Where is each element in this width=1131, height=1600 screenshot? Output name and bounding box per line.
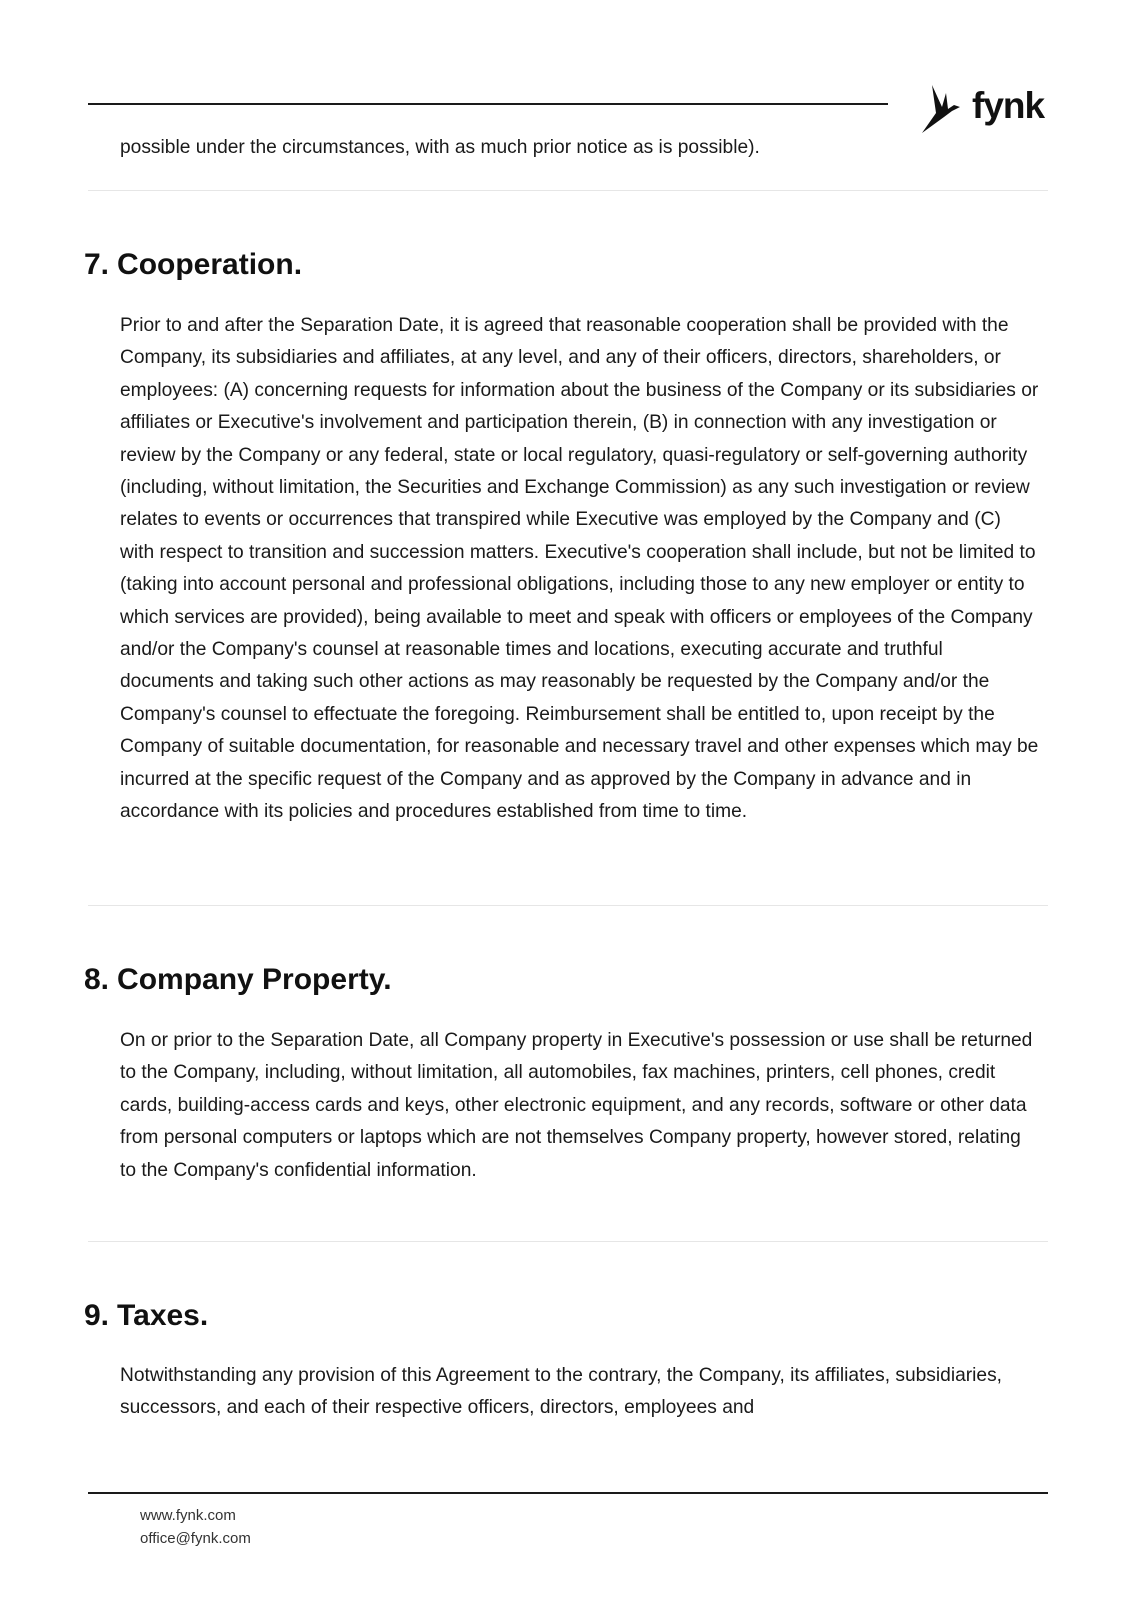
section-number: 9.	[84, 1299, 110, 1332]
fynk-bird-icon	[918, 81, 970, 135]
section-body-company-property: On or prior to the Separation Date, all Company property in Executive's possession or use shall be returned to the Company, including, without limitation, all automobiles, fax machines, printers, cell phones, credit cards, building-access cards and keys, other electronic equipment, and any records, software or other data from personal computers or laptops which are not themselves Company property, however stored, relating to the Company's confidential information.	[120, 1030, 1033, 1181]
section-title: Company Property.	[117, 963, 392, 996]
logo-wordmark: fynk	[972, 85, 1045, 126]
section-heading-company-property	[84, 963, 392, 997]
section-body-cooperation: Prior to and after the Separation Date, it is agreed that reasonable cooperation shall be provided with the Company, its subsidiaries and affiliates, at any level, and any of their officers, directors, shareholders, or employees: (A) concerning requests for information about the business of the Company or its subsidiaries or affiliates or Executive's involvement and participation therein, (B) in connection with any investigation or review by the Company or any federal, state or local regulatory, quasi-regulatory or self-governing authority (including, without limitation, the Securities and Exchange Commission) as any such investigation or review relates to events or occurrences that transpired while Executive was employed by the Company and (C) with respect to transition and succession matters. Executive's cooperation shall include, but not be limited to (taking into account personal and professional obligations, including those to any new employer or entity to which services are provided), being available to meet and speak with officers or employees of the Company and/or the Company's counsel at reasonable times and locations, executing accurate and truthful documents and taking such other actions as may reasonably be requested by the Company and/or the Company's counsel to effectuate the foregoing. Reimbursement shall be entitled to, upon receipt by the Company of suitable documentation, for reasonable and necessary travel and other expenses which may be incurred at the specific request of the Company and as approved by the Company in advance and in accordance with its policies and procedures established from time to time.	[120, 315, 1039, 823]
section-body-taxes: Notwithstanding any provision of this Agreement to the contrary, the Company, its affiliates, subsidiaries, successors, and each of their respective officers, directors, employees and	[120, 1365, 1003, 1419]
footer-email-link[interactable]: office@fynk.com	[140, 1530, 251, 1547]
section-heading-cooperation	[84, 248, 302, 282]
section-divider	[88, 1241, 1048, 1242]
intro-paragraph: possible under the circumstances, with as much prior notice as is possible).	[120, 137, 760, 158]
section-heading-taxes	[84, 1299, 208, 1333]
section-title: Cooperation.	[117, 248, 303, 281]
section-divider	[88, 905, 1048, 906]
header-rule	[88, 103, 888, 105]
footer-rule	[88, 1492, 1048, 1494]
section-divider	[88, 190, 1048, 191]
footer-website-link[interactable]: www.fynk.com	[140, 1507, 236, 1524]
section-number: 7.	[84, 248, 110, 281]
footer	[140, 1504, 251, 1550]
fynk-logo	[918, 80, 1048, 136]
section-title: Taxes.	[117, 1299, 209, 1332]
section-number: 8.	[84, 963, 110, 996]
